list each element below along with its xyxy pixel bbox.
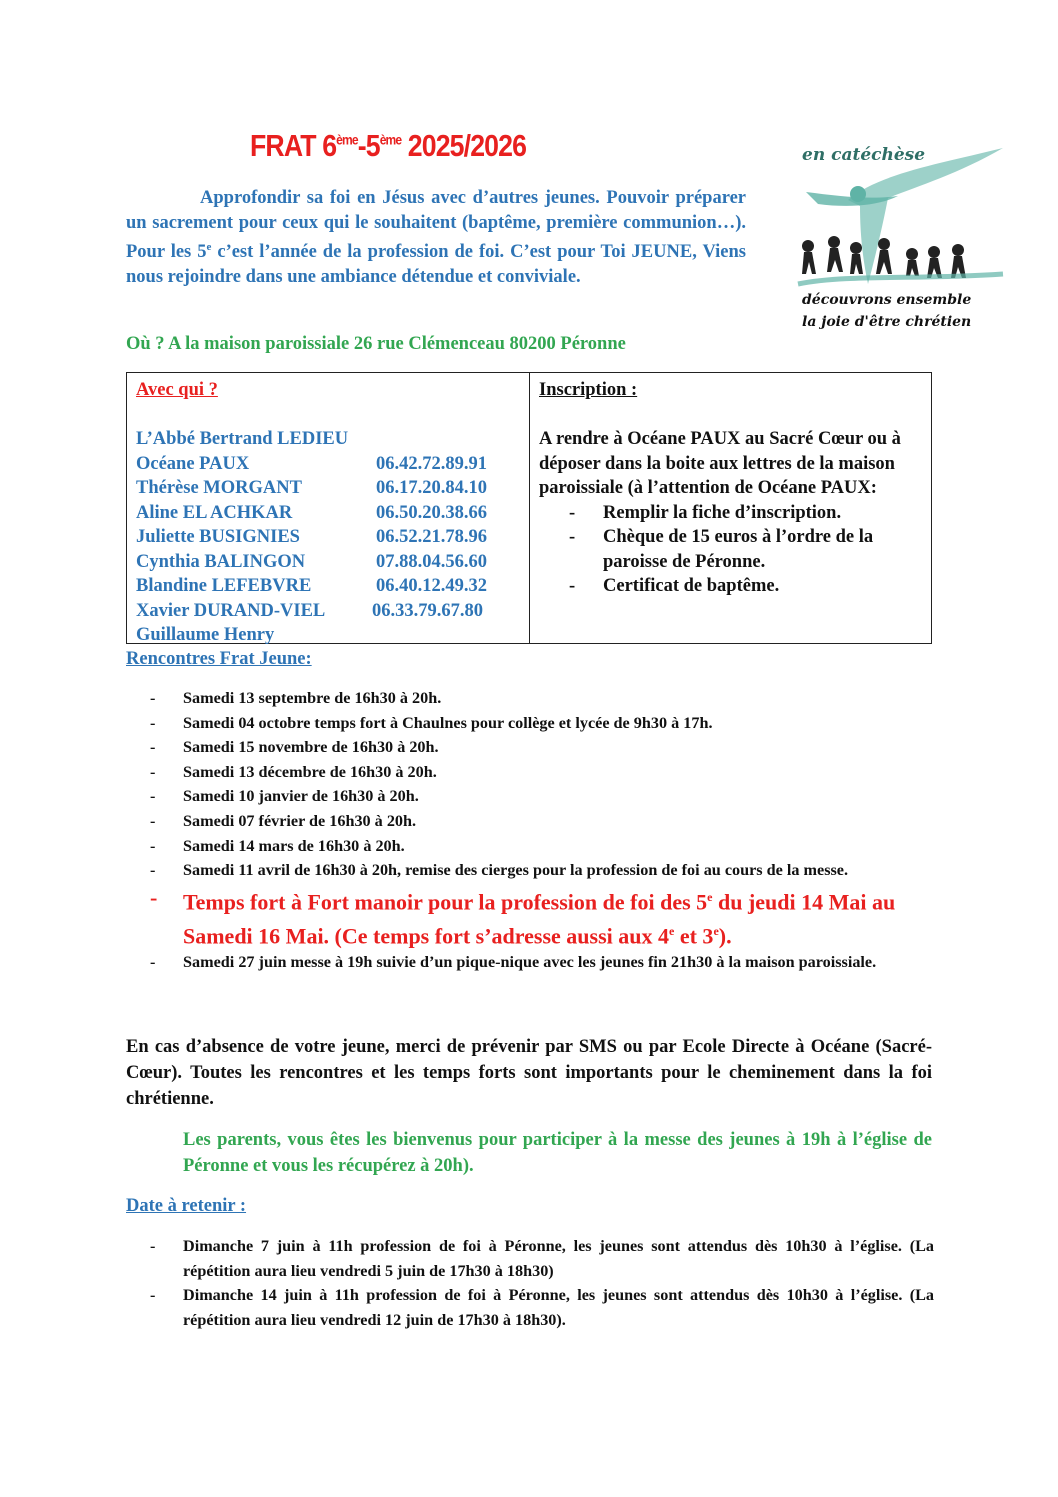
list-item: - Samedi 07 février de 16h30 à 20h. <box>150 809 934 834</box>
contact-row: Aline EL ACHKAR 06.50.20.38.66 <box>136 502 487 523</box>
list-item: - Samedi 27 juin messe à 19h suivie d’un pique-nique avec les jeunes fin 21h30 à la maison paroissiale. <box>150 950 934 975</box>
contact-row: Océane PAUX 06.42.72.89.91 <box>136 453 487 474</box>
list-item: - Samedi 04 octobre temps fort à Chaulnes pour collège et lycée de 9h30 à 17h. <box>150 711 934 736</box>
location-line: Où ? A la maison paroissiale 26 rue Clémenceau 80200 Péronne <box>126 334 626 354</box>
list-item: - Samedi 15 novembre de 16h30 à 20h. <box>150 735 934 760</box>
parents-paragraph: Les parents, vous êtes les bienvenus pour participer à la messe des jeunes à 19h à l’église de Péronne et vous les récupérez à 20h). <box>183 1130 932 1176</box>
list-item: - Certificat de baptême. <box>569 574 923 599</box>
list-item: - Samedi 14 mars de 16h30 à 20h. <box>150 834 934 859</box>
contact-row: Cynthia BALINGON 07.88.04.56.60 <box>136 551 487 572</box>
logo-top-text: en catéchèse <box>802 145 926 165</box>
list-item: - Dimanche 14 juin à 11h profession de foi à Péronne, les jeunes sont attendus dès 10h30 à l’église. (La répétition aura lieu vendredi 12 juin de 17h30 à 18h30). <box>150 1283 934 1332</box>
contact-last: Guillaume Henry <box>136 625 275 645</box>
catechese-logo <box>788 134 1018 340</box>
page-title: FRAT 6ème-5ème 2025/2026 <box>250 128 527 163</box>
meetings-list <box>150 686 934 975</box>
highlight-item: - Temps fort à Fort manoir pour la profession de foi des 5e du jeudi 14 Mai au Samedi 16 Mai. (Ce temps fort s’adresse aussi aux 4e et 3e). <box>150 883 934 951</box>
meetings-header: Rencontres Frat Jeune: <box>126 649 312 669</box>
list-item: - Chèque de 15 euros à l’ordre de la paroisse de Péronne. <box>569 525 923 574</box>
contact-lead: L’Abbé Bertrand LEDIEU <box>136 429 349 449</box>
catechese-logo-image <box>788 134 1018 340</box>
inscription-text: A rendre à Océane PAUX au Sacré Cœur ou à déposer dans la boite aux lettres de la maison paroissiale (à l’attention de Océane PAUX: <box>539 429 901 498</box>
logo-bottom-line2: la joie d'être chrétien <box>802 314 972 330</box>
logo-bottom-line1: découvrons ensemble <box>802 292 972 308</box>
list-item: - Samedi 10 janvier de 16h30 à 20h. <box>150 784 934 809</box>
with-whom-header: Avec qui ? <box>136 380 218 400</box>
dates-header: Date à retenir : <box>126 1196 247 1216</box>
table-divider <box>529 373 530 643</box>
inscription-list <box>539 501 923 599</box>
list-item: - Samedi 13 septembre de 16h30 à 20h. <box>150 686 934 711</box>
intro-paragraph: Approfondir sa foi en Jésus avec d’autres jeunes. Pouvoir préparer un sacrement pour ceux qui le souhaitent (baptême, première communion…). Pour les 5e c’est l’année de la profession de foi. C’est pour Toi JEUNE, Viens nous rejoindre dans une ambiance détendue et conviviale. <box>126 188 746 287</box>
inscription-header: Inscription : <box>539 380 638 400</box>
list-item: - Dimanche 7 juin à 11h profession de foi à Péronne, les jeunes sont attendus dès 10h30 à l’église. (La répétition aura lieu vendredi 5 juin de 17h30 à 18h30) <box>150 1234 934 1283</box>
list-item: - Remplir la fiche d’inscription. <box>569 501 923 526</box>
contact-row: Thérèse MORGANT 06.17.20.84.10 <box>136 478 487 498</box>
dates-list <box>150 1234 934 1332</box>
list-item: - Samedi 11 avril de 16h30 à 20h, remise des cierges pour la profession de foi au cours de la messe. <box>150 858 934 883</box>
contact-row: Blandine LEFEBVRE 06.40.12.49.32 <box>136 576 487 596</box>
contact-row: Juliette BUSIGNIES 06.52.21.78.96 <box>136 527 487 547</box>
with-whom-column <box>136 378 526 648</box>
inscription-column <box>539 378 923 599</box>
contact-row: Xavier DURAND-VIEL 06.33.79.67.80 <box>136 600 483 621</box>
list-item: - Samedi 13 décembre de 16h30 à 20h. <box>150 760 934 785</box>
absence-paragraph: En cas d’absence de votre jeune, merci de prévenir par SMS ou par Ecole Directe à Océane (Sacré-Cœur). Toutes les rencontres et les temps forts sont importants pour le cheminement dans la foi chrétienne. <box>126 1037 932 1109</box>
